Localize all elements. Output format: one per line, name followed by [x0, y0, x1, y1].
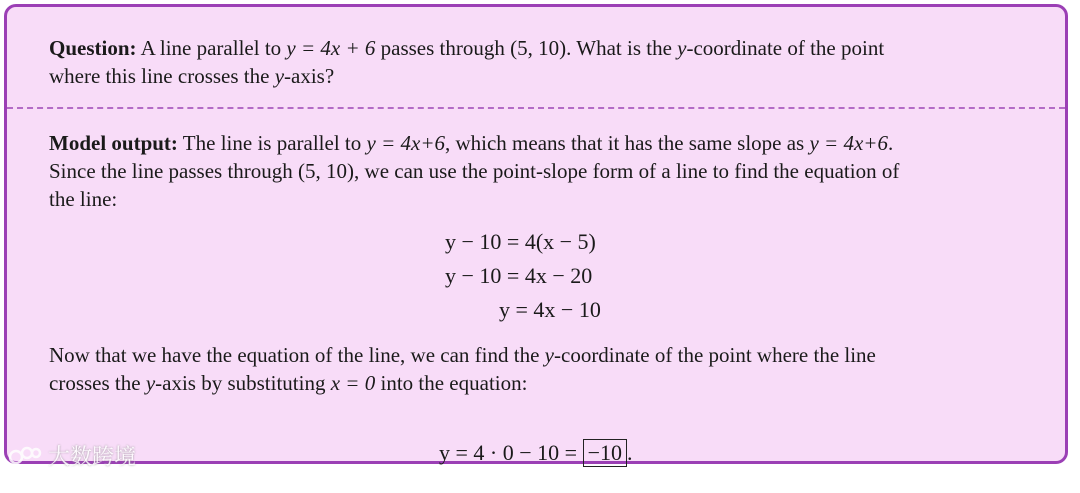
answer-text: Since the line passes through — [49, 159, 299, 183]
math-inline: x = 0 — [330, 371, 376, 395]
question-text: A line parallel to — [140, 36, 287, 60]
equation-line-1: y − 10 = 4(x − 5) — [445, 229, 596, 254]
question-text: passes through — [375, 36, 511, 60]
conclusion-text: Now that we have the equation of the line, we can find the — [49, 343, 545, 367]
question-text: . What is the — [566, 36, 678, 60]
answer-text: , we can use the point-slope form of a line to find the equation of — [354, 159, 900, 183]
math-inline: y — [274, 64, 285, 88]
equation-line-3: y = 4x − 10 — [499, 297, 601, 322]
conclusion-paragraph — [49, 341, 1049, 397]
conclusion-text: crosses the — [49, 371, 146, 395]
math-inline: (5, 10) — [510, 36, 567, 60]
question-text: -axis? — [284, 64, 335, 88]
final-equation-text: y = 4 · 0 − 10 = — [439, 440, 583, 465]
answer-text: . — [887, 131, 894, 155]
conclusion-text: -coordinate of the point where the line — [554, 343, 876, 367]
math-inline: y — [544, 343, 554, 367]
question-paragraph — [49, 34, 1049, 90]
watermark — [8, 440, 136, 471]
math-inline: y — [145, 371, 156, 395]
conclusion-text: -axis by substituting — [155, 371, 331, 395]
equation-line-2: y − 10 = 4x − 20 — [445, 263, 593, 288]
conclusion-text: into the equation: — [375, 371, 528, 395]
model-output-label: Model output: — [49, 131, 178, 155]
answer-text: , which means that it has the same slope as — [444, 131, 810, 155]
math-inline: (5, 10) — [298, 159, 355, 183]
watermark-text: 大数跨境 — [48, 445, 137, 470]
answer-text: The line is parallel to — [177, 131, 367, 155]
model-output-paragraph — [49, 129, 1049, 213]
boxed-answer: −10 — [583, 439, 627, 467]
math-inline: y = 4x+6 — [366, 131, 445, 155]
math-inline: y = 4x+6 — [809, 131, 888, 155]
watermark-logo-icon — [8, 443, 42, 469]
dashed-separator — [7, 107, 1065, 109]
math-inline: y = 4x + 6 — [286, 36, 376, 60]
qa-card — [4, 4, 1068, 464]
final-period: . — [626, 440, 633, 465]
question-label: Question: — [49, 36, 137, 60]
question-text: -coordinate of the point — [686, 36, 885, 60]
final-equation — [417, 413, 632, 493]
answer-text: the line: — [49, 187, 118, 211]
math-inline: y — [677, 36, 687, 60]
question-text: where this line crosses the — [49, 64, 275, 88]
